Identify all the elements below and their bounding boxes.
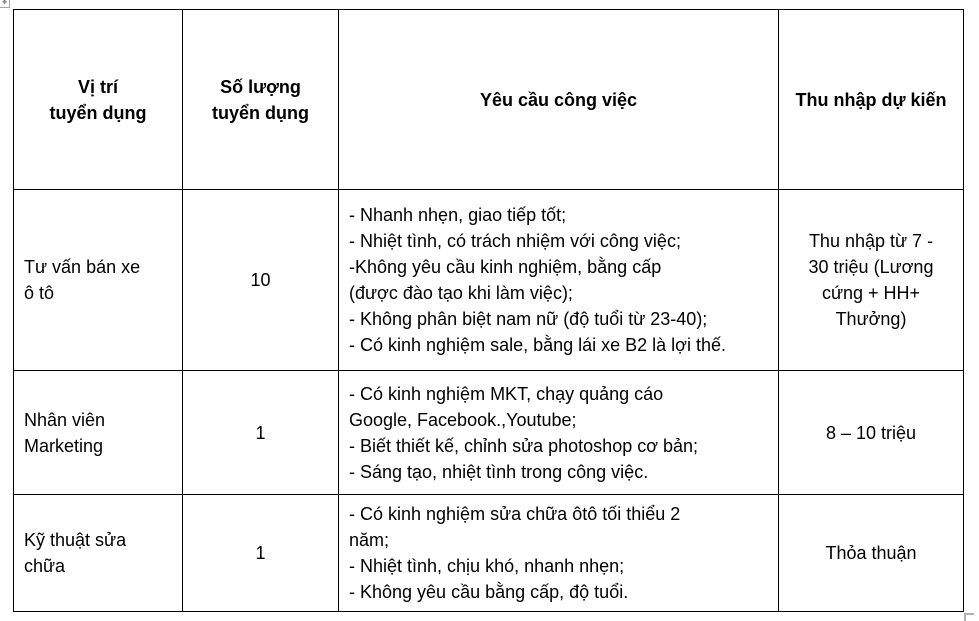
cell-quantity[interactable]: 10 bbox=[183, 190, 339, 371]
table-header-row bbox=[14, 10, 964, 190]
cell-income[interactable]: Thu nhập từ 7 - 30 triệu (Lương cứng + HH+ Thưởng) bbox=[779, 190, 964, 371]
cell-income[interactable]: 8 – 10 triệu bbox=[779, 371, 964, 495]
cell-quantity[interactable]: 1 bbox=[183, 371, 339, 495]
table-row bbox=[14, 495, 964, 612]
table-move-handle-icon[interactable]: ✥ bbox=[0, 0, 10, 8]
cell-requirements[interactable]: - Có kinh nghiệm sửa chữa ôtô tối thiểu 2 năm; - Nhiệt tình, chịu khó, nhanh nhẹn; - Không yêu cầu bằng cấp, độ tuổi. bbox=[339, 495, 779, 612]
header-requirements[interactable]: Yêu cầu công việc bbox=[339, 10, 779, 190]
cell-requirements[interactable]: - Nhanh nhẹn, giao tiếp tốt; - Nhiệt tình, có trách nhiệm với công việc; -Không yêu cầu kinh nghiệm, bằng cấp (được đào tạo khi làm việc); - Không phân biệt nam nữ (độ tuổi từ 23-40); - Có kinh nghiệm sale, bằng lái xe B2 là lợi thế. bbox=[339, 190, 779, 371]
cell-position[interactable]: Nhân viên Marketing bbox=[14, 371, 183, 495]
table-resize-handle-icon[interactable] bbox=[964, 613, 974, 621]
header-position[interactable]: Vị trí tuyển dụng bbox=[14, 10, 183, 190]
table-row bbox=[14, 190, 964, 371]
table-row bbox=[14, 371, 964, 495]
recruitment-table bbox=[13, 9, 964, 612]
cell-requirements[interactable]: - Có kinh nghiệm MKT, chạy quảng cáo Google, Facebook.,Youtube; - Biết thiết kế, chỉnh sửa photoshop cơ bản; - Sáng tạo, nhiệt tình trong công việc. bbox=[339, 371, 779, 495]
cell-quantity[interactable]: 1 bbox=[183, 495, 339, 612]
header-income[interactable]: Thu nhập dự kiến bbox=[779, 10, 964, 190]
header-quantity[interactable]: Số lượng tuyển dụng bbox=[183, 10, 339, 190]
cell-income[interactable]: Thỏa thuận bbox=[779, 495, 964, 612]
cell-position[interactable]: Kỹ thuật sửa chữa bbox=[14, 495, 183, 612]
cell-position[interactable]: Tư vấn bán xe ô tô bbox=[14, 190, 183, 371]
